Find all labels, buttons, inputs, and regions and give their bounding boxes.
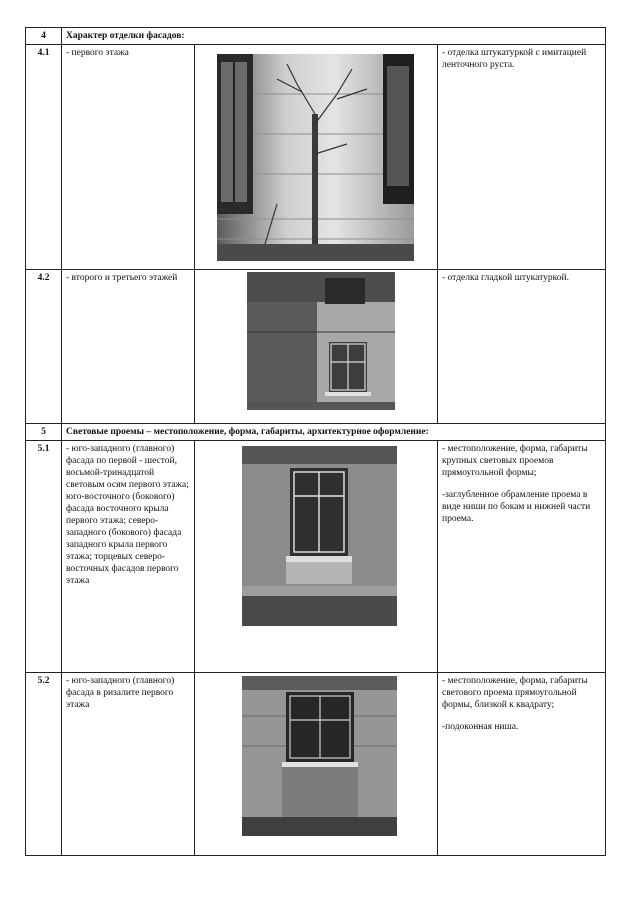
table-row [26, 441, 606, 673]
row-number: 4.1 [26, 45, 62, 270]
row-label: - второго и третьего этажей [62, 270, 195, 424]
row-label: - юго-западного (главного) фасада по первой - шестой, восьмой-тринадцатой световым осям первого этажа; юго-восточного (бокового) фасада восточного крыла первого этажа; северо-западного (бокового) фасада западного крыла первого этажа; торцевых северо-восточных фасадов первого этажа [62, 441, 195, 673]
section-number: 4 [26, 28, 62, 45]
description-text: - отделка штукатуркой с имитацией ленточного руста. [442, 48, 587, 70]
photo-cell [195, 441, 438, 673]
section-heading: Характер отделки фасадов: [62, 28, 606, 45]
section-5-header-row [26, 424, 606, 441]
section-4-header-row [26, 28, 606, 45]
section-heading: Световые проемы – местоположение, форма, габариты, архитектурное оформление: [62, 424, 606, 441]
row-number: 4.2 [26, 270, 62, 424]
window-square-opening-photo [242, 676, 397, 836]
row-number: 5.2 [26, 673, 62, 856]
table-row [26, 673, 606, 856]
description-text: - местоположение, форма, габариты крупных световых проемов прямоугольной формы; [442, 444, 588, 478]
photo-cell [195, 45, 438, 270]
row-description [438, 45, 606, 270]
row-label: - юго-западного (главного) фасада в ризалите первого этажа [62, 673, 195, 856]
window-opening-niche-photo [242, 446, 397, 626]
row-label: - первого этажа [62, 45, 195, 270]
description-text: - местоположение, форма, габариты светового проема прямоугольной формы, близкой к квадрату; [442, 676, 588, 710]
description-text: -подоконная ниша. [442, 722, 519, 732]
description-text: - отделка гладкой штукатуркой. [442, 273, 569, 283]
row-number: 5.1 [26, 441, 62, 673]
row-description [438, 441, 606, 673]
document-table [25, 27, 606, 856]
section-number: 5 [26, 424, 62, 441]
facade-upper-floors-photo [247, 272, 395, 410]
row-description [438, 270, 606, 424]
table-row [26, 45, 606, 270]
photo-cell [195, 673, 438, 856]
table-row [26, 270, 606, 424]
description-text: -заглубленное обрамление проема в виде ниши по бокам и нижней части проема. [442, 490, 591, 524]
photo-cell [195, 270, 438, 424]
row-description [438, 673, 606, 856]
facade-first-floor-rustication-photo [217, 54, 414, 261]
